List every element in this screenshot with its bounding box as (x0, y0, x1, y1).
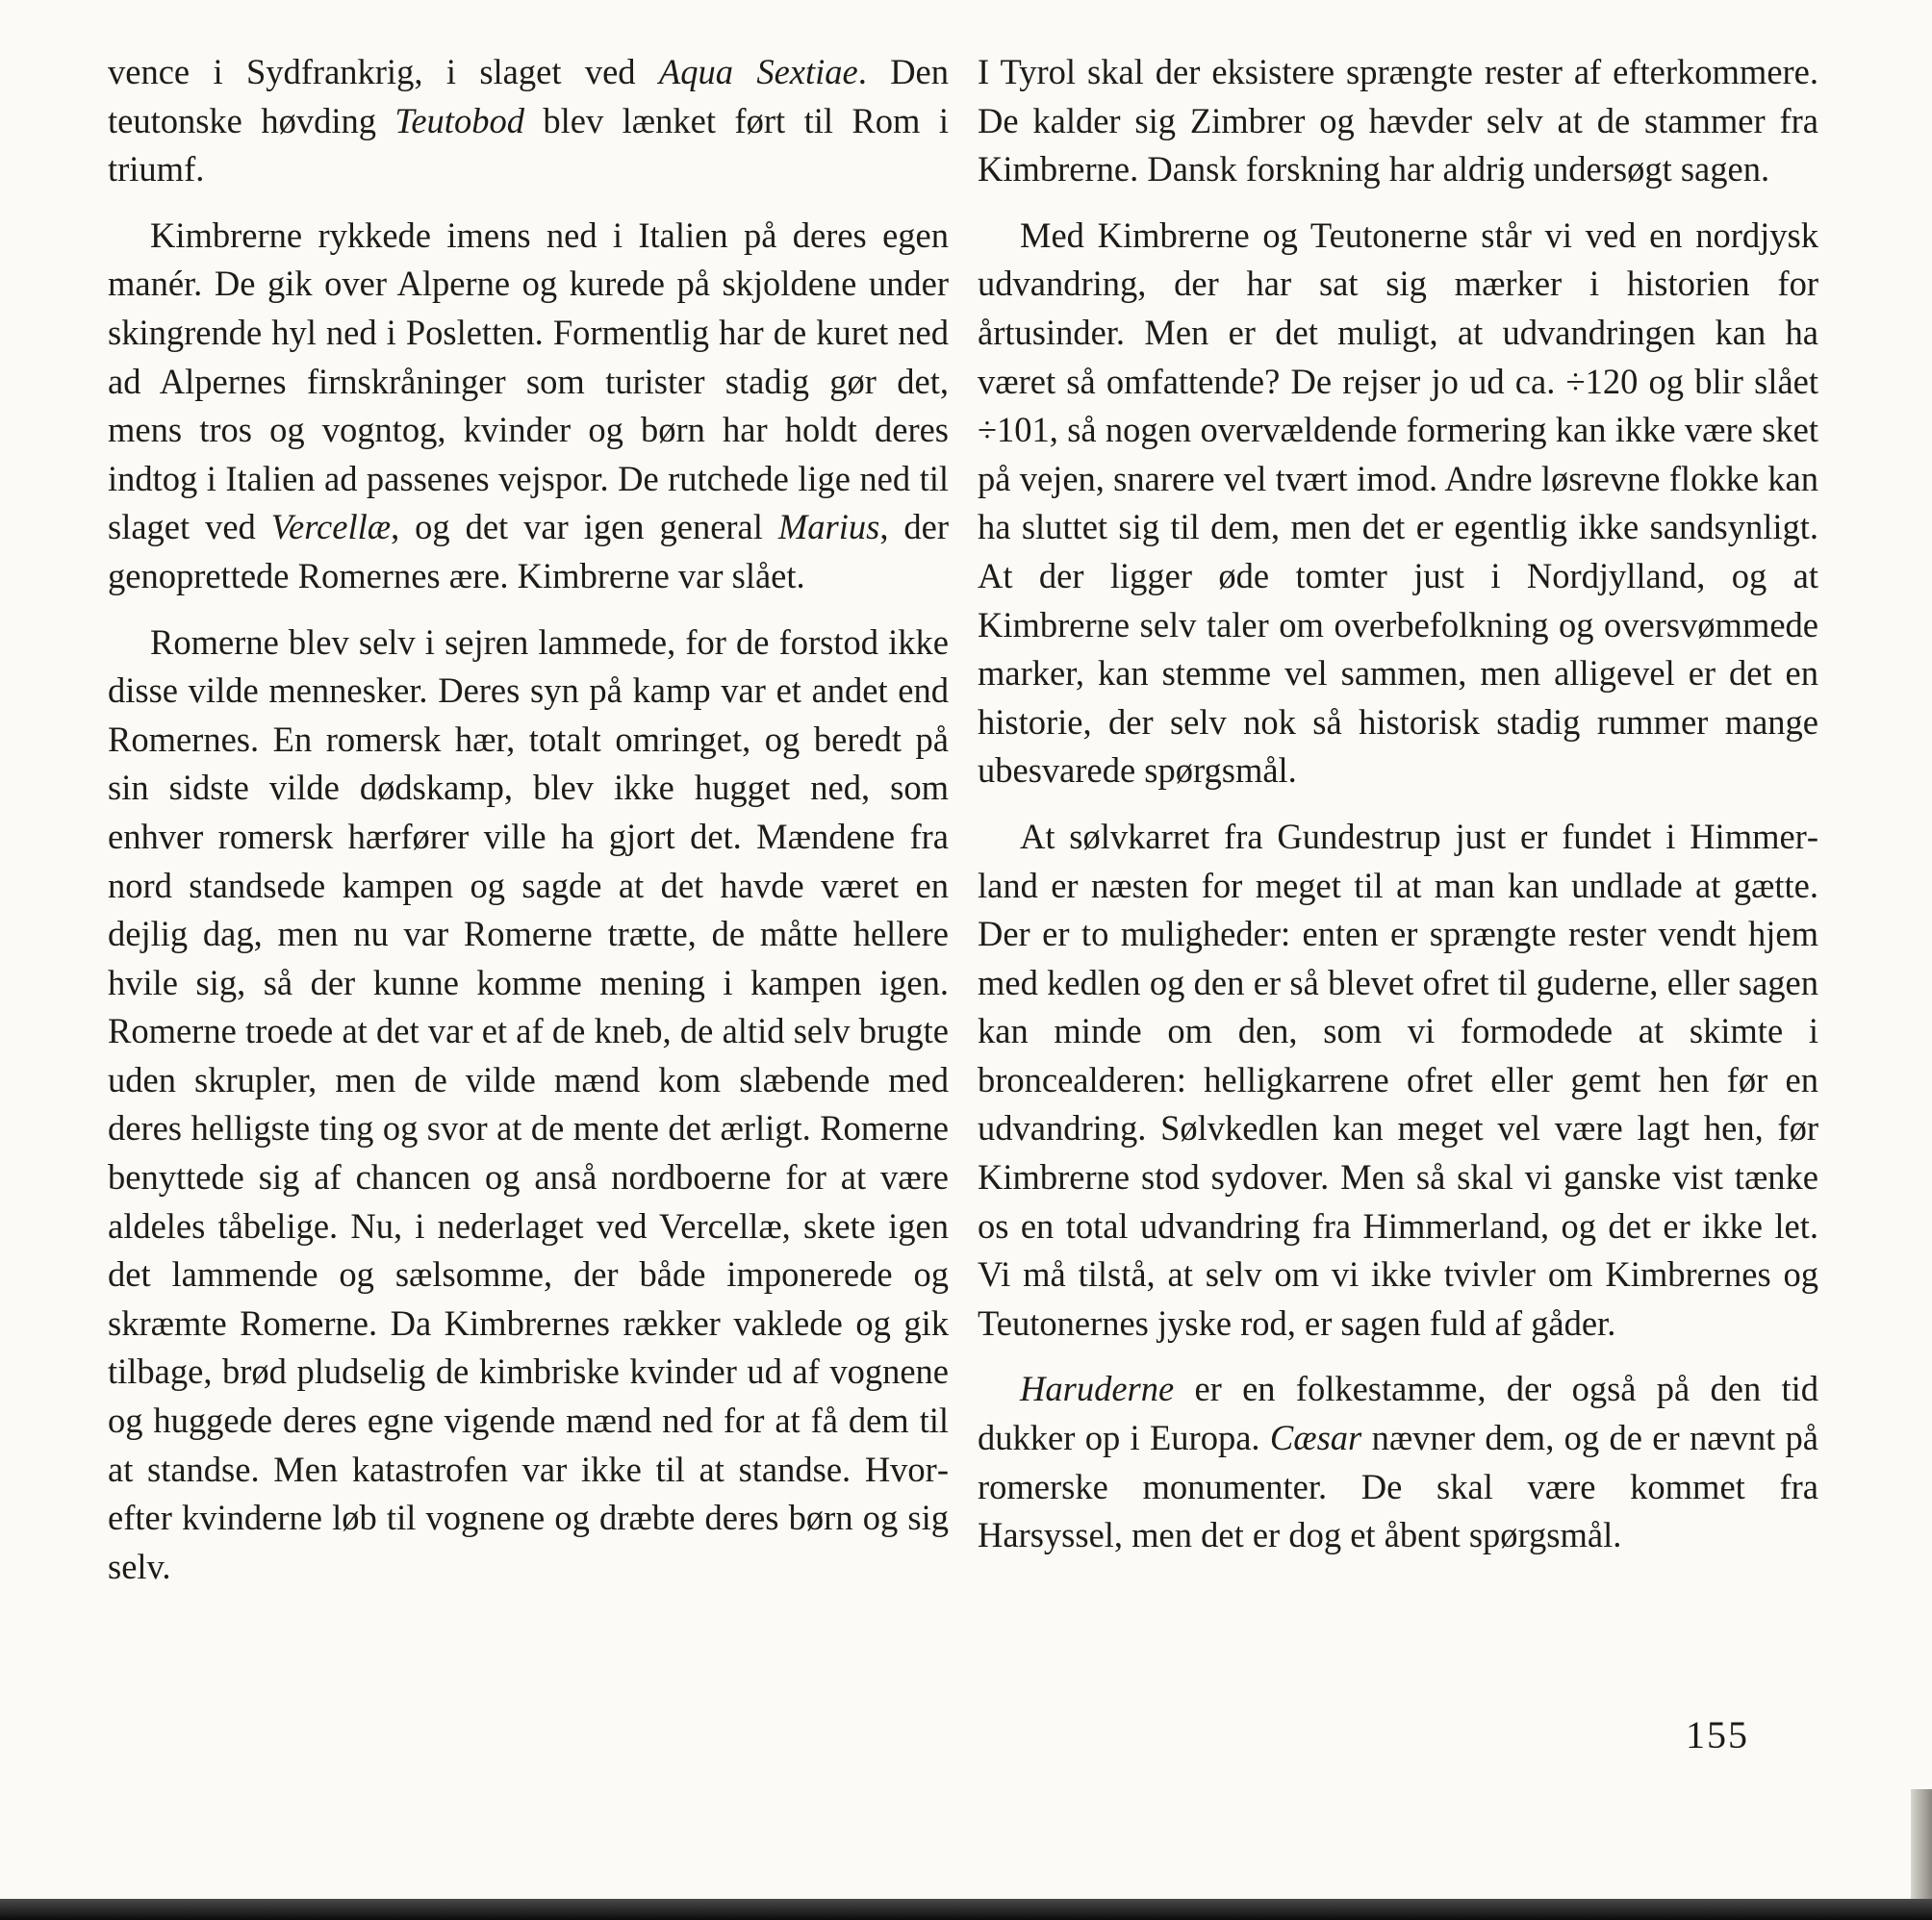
text-run: Med Kimbrerne og Teutonerne står vi ved en nordjysk udvandring, der har sat sig mærker i historien for årtusinder. Men er det muligt, at udvandringen kan ha været så omfattende? De rejser jo ud ca. ÷120 og blir slået ÷101, så nogen overvældende formering kan ikke være sket på vejen, snarere vel tvært imod. Andre løsrevne flokke kan ha sluttet sig til dem, men det er egentlig ikke sandsynligt. At der ligger øde tomter just i Nordjylland, og at Kimbrerne selv taler om overbefolkning og oversvømmede marker, kan stemme vel sammen, men alligevel er det en historie, der selv nok så historisk stadig rummer mange ubesvarede spørgsmål. (978, 215, 1818, 791)
paragraph (108, 212, 949, 601)
paragraph (108, 619, 949, 1592)
page-number: 155 (1686, 1713, 1749, 1756)
text-run: Kimbrerne rykkede imens ned i Italien på deres egen manér. De gik over Alperne og kurede på skjoldene under skingrende hyl ned i Posletten. Formentlig har de kuret ned ad Alpernes firnskråninger som turister stadig gør det, mens tros og vogntog, kvinder og børn har holdt deres indtog i Italien ad passenes vejspor. De rutchede lige ned til slaget ved (108, 215, 949, 547)
text-run: vence i Sydfrankrig, i slaget ved (108, 52, 659, 91)
text-run: nævner dem, og de er nævnt på romerske monumenter. De skal være kommet fra Harsyssel, men det er dog et åbent spørgsmål. (978, 1418, 1818, 1555)
italic-name: Cæsar (1269, 1418, 1362, 1458)
paragraph (978, 1365, 1818, 1559)
text-run: At sølvkarret fra Gundestrup just er fundet i Himmerland er næsten for meget til at man kan undlade at gætte. Der er to muligheder: enten er sprængte rester vendt hjem med kedlen og den er så blevet ofret til guderne, eller sagen kan minde om den, som vi formodede at skimte i broncealderen: helligkarrene ofret eller gemt hen før en udvandring. Sølvkedlen kan meget vel være lagt hen, før Kimbrerne stod sydover. Men så skal vi ganske vist tænke os en total udvandring fra Himmerland, og det er ikke let. Vi må tilstå, at selv om vi ikke tvivler om Kimbrernes og Teutonernes jyske rod, er sagen fuld af gåder. (978, 816, 1818, 1343)
italic-name: Vercellæ (270, 507, 392, 547)
text-run: , der genoprettede Romernes ære. Kimbrerne var slået. (108, 507, 950, 595)
text-run: Romerne blev selv i sejren lammede, for de forstod ikke disse vilde mennesker. Deres syn på kamp var et andet end Romernes. En romersk hær, totalt omringet, og beredt på sin sidste vilde dødskamp, blev ikke hugget ned, som enhver romersk hærfører ville ha gjort det. Mændene fra nord standsede kampen og sagde at det havde været en dejlig dag, men nu var Romerne trætte, de måtte hellere hvile sig, så der kunne komme mening i kampen igen. Romerne troede at det var et af de kneb, de altid selv brugte uden skrupler, men de vilde mænd kom slæbende med deres helligste ting og svor at de mente det ærligt. Romerne benyttede sig af chancen og anså nordboerne for at være aldeles tåbelige. Nu, i nederlaget ved Vercellæ, skete igen det lammende og sælsomme, der både imponerede og skræmte Romerne. Da Kimbrernes rækker vaklede og gik tilbage, brød pludselig de kimbriske kvinder ud af vognene og huggede deres egne vigende mænd ned for at få dem til at standse. Men katastrofen var ikke til at standse. Hvorefter kvinderne løb til vognene og dræbte deres børn og sig selv. (108, 621, 949, 1586)
paragraph (108, 48, 949, 194)
right-text-column (978, 48, 1818, 1578)
italic-name: Aqua Sextiae (658, 52, 858, 91)
paragraph (978, 48, 1818, 194)
left-text-column (108, 48, 949, 1608)
italic-name: Haruderne (1020, 1369, 1175, 1409)
italic-name: Teutobod (394, 100, 524, 140)
paragraph (978, 813, 1818, 1349)
italic-name: Marius (777, 507, 880, 547)
paragraph (978, 212, 1818, 796)
scan-bottom-border (0, 1899, 1932, 1920)
text-run: I Tyrol skal der eksistere sprængte rester af efterkommere. De kalder sig Zimbrer og hævder selv at de stammer fra Kimbrerne. Dansk forskning har aldrig undersøgt sagen. (978, 52, 1818, 189)
page-edge-shadow (1911, 1789, 1932, 1905)
text-run: . Den teutonske høvding (108, 52, 950, 140)
text-run: er en folkestamme, der også på den tid dukker op i Europa. (978, 1369, 1818, 1458)
text-run: blev lænket ført til Rom i triumf. (108, 100, 949, 189)
text-run: , og det var igen general (391, 507, 778, 547)
